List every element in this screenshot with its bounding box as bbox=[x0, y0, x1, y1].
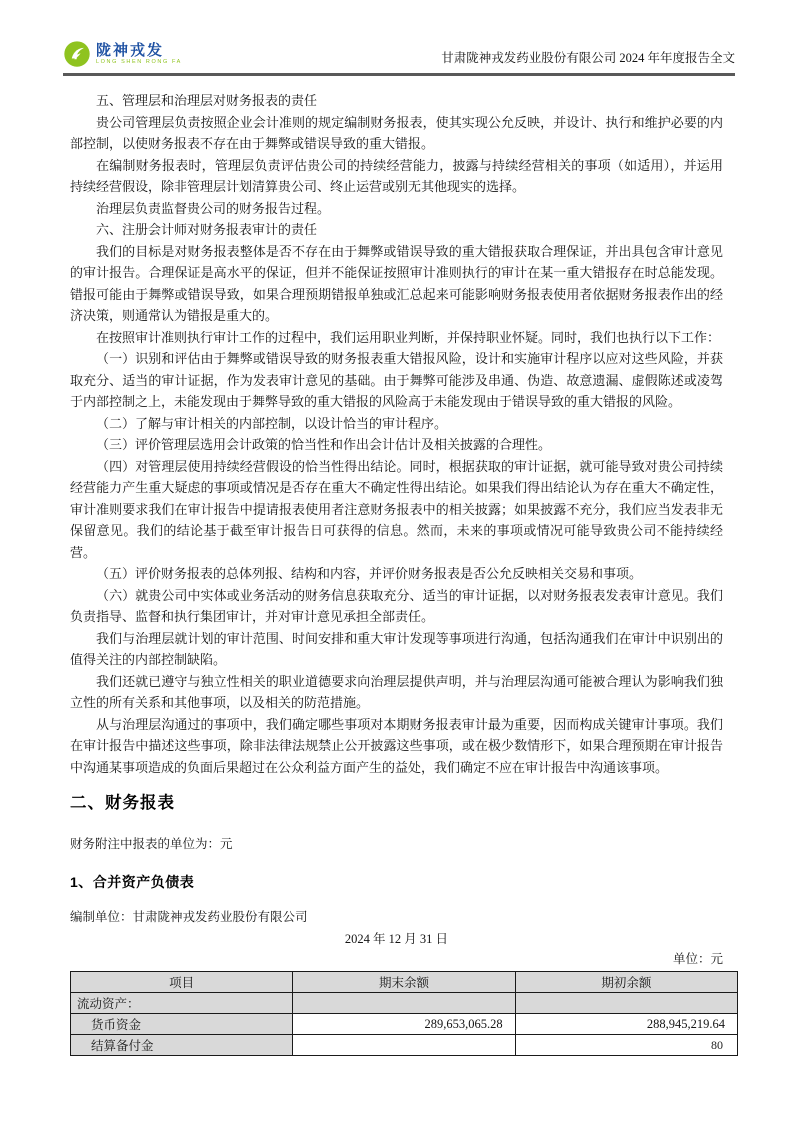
document-content bbox=[70, 90, 723, 1056]
paragraph: 在按照审计准则执行审计工作的过程中，我们运用职业判断，并保持职业怀疑。同时，我们也执行以下工作： bbox=[96, 329, 721, 345]
column-header-beginning-balance: 期初余额 bbox=[515, 972, 737, 993]
heading-section-6: 六、注册会计师对财务报表审计的责任 bbox=[96, 222, 318, 237]
paragraph: （四）对管理层使用持续经营假设的恰当性得出结论。同时，根据获取的审计证据，就可能导致对贵公司持续经营能力产生重大疑虑的事项或情况是否存在重大不确定性得出结论。如果我们得出结论认为存在重大不确定性，审计准则要求我们在审计报告中提请报表使用者注意财务报表中的相关披露；如果披露不充分，我们应当发表非无保留意见。我们的结论基于截至审计报告日可获得的信息。然而，未来的事项或情况可能导致贵公司不能持续经营。 bbox=[70, 458, 723, 560]
logo-name-cn: 陇神戎发 bbox=[96, 41, 165, 59]
paragraph: 治理层负责监督贵公司的财务报告过程。 bbox=[96, 200, 331, 216]
table-row bbox=[71, 1014, 738, 1035]
logo-leaf-icon bbox=[63, 40, 91, 68]
unit-label: 单位：元 bbox=[672, 952, 723, 966]
paragraph: 贵公司管理层负责按照企业会计准则的规定编制财务报表，使其实现公允反映，并设计、执行和维护必要的内部控制，以使财务报表不存在由于舞弊或错误导致的重大错报。 bbox=[70, 114, 723, 151]
report-title: 甘肃陇神戎发药业股份有限公司 2024 年年度报告全文 bbox=[441, 51, 735, 65]
row-beginning-balance bbox=[515, 1035, 737, 1056]
prepared-by: 编制单位：甘肃陇神戎发药业股份有限公司 bbox=[70, 910, 308, 924]
heading-financial-statements: 二、财务报表 bbox=[70, 794, 175, 812]
logo-name-en: LONG SHEN RONG FA bbox=[96, 58, 182, 65]
page-header bbox=[63, 40, 735, 76]
row-ending-balance bbox=[293, 993, 515, 1014]
balance-sheet-table bbox=[70, 971, 738, 1056]
row-item-label: 货币资金 bbox=[71, 1014, 293, 1035]
paragraph: （六）就贵公司中实体或业务活动的财务信息获取充分、适当的审计证据，以对财务报表发表审计意见。我们负责指导、监督和执行集团审计，并对审计意见承担全部责任。 bbox=[70, 587, 723, 624]
unit-note: 财务附注中报表的单位为：元 bbox=[70, 837, 233, 851]
row-item-label: 结算备付金 bbox=[71, 1035, 293, 1056]
logo-text bbox=[96, 43, 182, 66]
paragraph: 在编制财务报表时，管理层负责评估贵公司的持续经营能力，披露与持续经营相关的事项（如适用），并运用持续经营假设，除非管理层计划清算贵公司、终止运营或别无其他现实的选择。 bbox=[70, 157, 723, 194]
row-beginning-balance bbox=[515, 993, 737, 1014]
row-item-label: 流动资产： bbox=[71, 993, 293, 1014]
row-ending-balance: 289,653,065.28 bbox=[293, 1014, 515, 1035]
statement-date: 2024 年 12 月 31 日 bbox=[344, 932, 449, 946]
paragraph: （五）评价财务报表的总体列报、结构和内容，并评价财务报表是否公允反映相关交易和事项。 bbox=[96, 566, 643, 581]
row-ending-balance bbox=[293, 1035, 515, 1056]
column-header-item: 项目 bbox=[71, 972, 293, 993]
company-logo bbox=[63, 40, 182, 68]
paragraph: 我们的目标是对财务报表整体是否不存在由于舞弊或错误导致的重大错报获取合理保证，并出具包含审计意见的审计报告。合理保证是高水平的保证，但并不能保证按照审计准则执行的审计在某一重大错报存在时总能发现。错报可能由于舞弊或错误导致，如果合理预期错报单独或汇总起来可能影响财务报表使用者依据财务报表作出的经济决策，则通常认为错报是重大的。 bbox=[70, 243, 723, 323]
paragraph: 我们还就已遵守与独立性相关的职业道德要求向治理层提供声明，并与治理层沟通可能被合理认为影响我们独立性的所有关系和其他事项，以及相关的防范措施。 bbox=[70, 673, 723, 710]
table-row bbox=[71, 993, 738, 1014]
row-beginning-balance: 288,945,219.64 bbox=[515, 1014, 737, 1035]
paragraph: 我们与治理层就计划的审计范围、时间安排和重大审计发现等事项进行沟通，包括沟通我们在审计中识别出的值得关注的内部控制缺陷。 bbox=[70, 630, 723, 667]
paragraph: 从与治理层沟通过的事项中，我们确定哪些事项对本期财务报表审计最为重要，因而构成关键审计事项。我们在审计报告中描述这些事项，除非法律法规禁止公开披露这些事项，或在极少数情形下，如果合理预期在审计报告中沟通某事项造成的负面后果超过在公众利益方面产生的益处，我们确定不应在审计报告中沟通该事项。 bbox=[70, 716, 723, 775]
column-header-ending-balance: 期末余额 bbox=[293, 972, 515, 993]
heading-section-5: 五、管理层和治理层对财务报表的责任 bbox=[96, 93, 318, 108]
paragraph: （二）了解与审计相关的内部控制，以设计恰当的审计程序。 bbox=[96, 415, 448, 431]
table-header-row bbox=[71, 972, 738, 993]
heading-consolidated-balance-sheet: 1、合并资产负债表 bbox=[70, 874, 195, 890]
table-row bbox=[71, 1035, 738, 1056]
paragraph: （一）识别和评估由于舞弊或错误导致的财务报表重大错报风险，设计和实施审计程序以应对这些风险，并获取充分、适当的审计证据，作为发表审计意见的基础。由于舞弊可能涉及串通、伪造、故意遗漏、虚假陈述或凌驾于内部控制之上，未能发现由于舞弊导致的重大错报的风险高于未能发现由于错误导致的重大错报的风险。 bbox=[70, 351, 723, 409]
page-number: 80 bbox=[711, 1038, 723, 1052]
paragraph: （三）评价管理层选用会计政策的恰当性和作出会计估计及相关披露的合理性。 bbox=[96, 437, 552, 452]
